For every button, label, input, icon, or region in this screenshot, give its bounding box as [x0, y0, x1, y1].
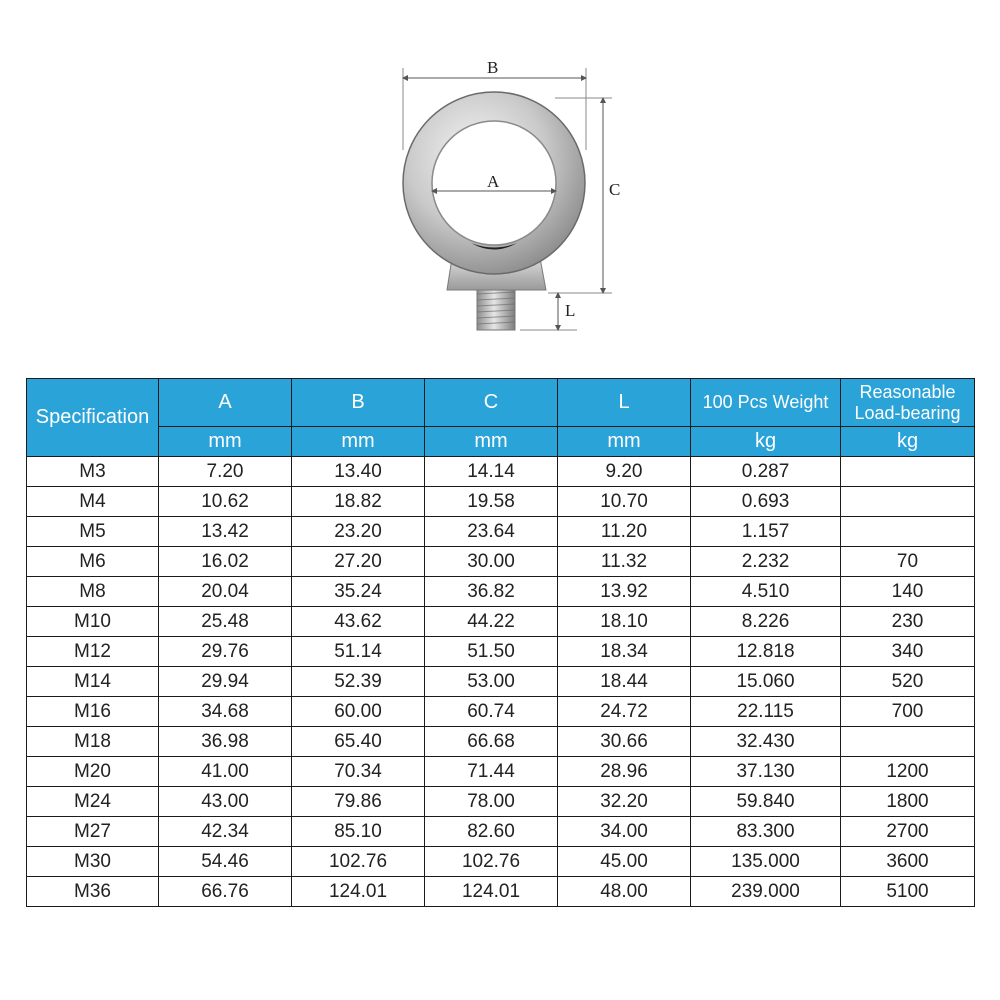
cell-l: 18.44	[558, 667, 691, 697]
cell-weight: 83.300	[691, 817, 841, 847]
unit-l: mm	[558, 427, 691, 457]
eye-bolt-diagram	[0, 0, 1000, 360]
cell-load-bearing	[841, 517, 975, 547]
cell-load-bearing: 340	[841, 637, 975, 667]
cell-weight: 59.840	[691, 787, 841, 817]
cell-c: 14.14	[425, 457, 558, 487]
cell-load-bearing	[841, 487, 975, 517]
header-b: B	[292, 379, 425, 427]
cell-c: 78.00	[425, 787, 558, 817]
cell-c: 44.22	[425, 607, 558, 637]
cell-a: 10.62	[159, 487, 292, 517]
table-row	[27, 847, 975, 877]
cell-weight: 12.818	[691, 637, 841, 667]
cell-a: 13.42	[159, 517, 292, 547]
cell-c: 19.58	[425, 487, 558, 517]
cell-c: 51.50	[425, 637, 558, 667]
unit-c: mm	[425, 427, 558, 457]
table-row	[27, 607, 975, 637]
cell-l: 13.92	[558, 577, 691, 607]
cell-load-bearing: 140	[841, 577, 975, 607]
cell-a: 29.94	[159, 667, 292, 697]
table-row	[27, 487, 975, 517]
cell-load-bearing: 1800	[841, 787, 975, 817]
cell-load-bearing: 5100	[841, 877, 975, 907]
cell-b: 51.14	[292, 637, 425, 667]
cell-l: 18.34	[558, 637, 691, 667]
label-b: B	[487, 58, 499, 77]
cell-weight: 37.130	[691, 757, 841, 787]
cell-weight: 8.226	[691, 607, 841, 637]
table-row	[27, 817, 975, 847]
table-row	[27, 787, 975, 817]
cell-load-bearing	[841, 727, 975, 757]
unit-b: mm	[292, 427, 425, 457]
cell-spec: M18	[27, 727, 159, 757]
cell-load-bearing: 520	[841, 667, 975, 697]
cell-spec: M20	[27, 757, 159, 787]
table-body	[27, 457, 975, 907]
cell-spec: M16	[27, 697, 159, 727]
table-row	[27, 877, 975, 907]
cell-c: 71.44	[425, 757, 558, 787]
cell-weight: 0.287	[691, 457, 841, 487]
cell-weight: 22.115	[691, 697, 841, 727]
cell-a: 16.02	[159, 547, 292, 577]
cell-c: 102.76	[425, 847, 558, 877]
cell-l: 28.96	[558, 757, 691, 787]
cell-b: 52.39	[292, 667, 425, 697]
eye-bolt-drawing	[403, 92, 585, 330]
table-row	[27, 637, 975, 667]
specification-table	[26, 378, 975, 907]
cell-load-bearing: 70	[841, 547, 975, 577]
cell-l: 48.00	[558, 877, 691, 907]
table-row	[27, 697, 975, 727]
cell-load-bearing: 230	[841, 607, 975, 637]
cell-l: 10.70	[558, 487, 691, 517]
cell-l: 45.00	[558, 847, 691, 877]
cell-a: 54.46	[159, 847, 292, 877]
cell-spec: M4	[27, 487, 159, 517]
cell-l: 24.72	[558, 697, 691, 727]
cell-b: 124.01	[292, 877, 425, 907]
cell-load-bearing	[841, 457, 975, 487]
cell-weight: 239.000	[691, 877, 841, 907]
header-weight: 100 Pcs Weight	[691, 379, 841, 427]
cell-c: 82.60	[425, 817, 558, 847]
cell-spec: M10	[27, 607, 159, 637]
table-row	[27, 757, 975, 787]
cell-a: 43.00	[159, 787, 292, 817]
cell-c: 36.82	[425, 577, 558, 607]
cell-b: 35.24	[292, 577, 425, 607]
cell-b: 27.20	[292, 547, 425, 577]
cell-weight: 135.000	[691, 847, 841, 877]
cell-spec: M5	[27, 517, 159, 547]
header-load-bearing: Reasonable Load-bearing	[841, 379, 975, 427]
cell-spec: M14	[27, 667, 159, 697]
cell-b: 79.86	[292, 787, 425, 817]
cell-spec: M8	[27, 577, 159, 607]
label-c: C	[609, 180, 621, 199]
cell-spec: M27	[27, 817, 159, 847]
cell-weight: 15.060	[691, 667, 841, 697]
cell-spec: M36	[27, 877, 159, 907]
unit-a: mm	[159, 427, 292, 457]
cell-b: 70.34	[292, 757, 425, 787]
cell-load-bearing: 3600	[841, 847, 975, 877]
cell-l: 11.20	[558, 517, 691, 547]
cell-l: 9.20	[558, 457, 691, 487]
cell-b: 60.00	[292, 697, 425, 727]
cell-spec: M12	[27, 637, 159, 667]
cell-b: 43.62	[292, 607, 425, 637]
label-l: L	[565, 301, 576, 320]
cell-b: 102.76	[292, 847, 425, 877]
header-specification: Specification	[27, 379, 159, 457]
cell-spec: M24	[27, 787, 159, 817]
cell-weight: 4.510	[691, 577, 841, 607]
cell-a: 36.98	[159, 727, 292, 757]
cell-a: 20.04	[159, 577, 292, 607]
cell-spec: M30	[27, 847, 159, 877]
cell-b: 85.10	[292, 817, 425, 847]
cell-a: 7.20	[159, 457, 292, 487]
cell-l: 18.10	[558, 607, 691, 637]
cell-l: 11.32	[558, 547, 691, 577]
cell-a: 29.76	[159, 637, 292, 667]
table-row	[27, 667, 975, 697]
cell-c: 30.00	[425, 547, 558, 577]
cell-spec: M6	[27, 547, 159, 577]
unit-load-bearing: kg	[841, 427, 975, 457]
cell-c: 60.74	[425, 697, 558, 727]
cell-l: 34.00	[558, 817, 691, 847]
cell-a: 25.48	[159, 607, 292, 637]
cell-c: 23.64	[425, 517, 558, 547]
cell-c: 66.68	[425, 727, 558, 757]
table-row	[27, 577, 975, 607]
cell-weight: 32.430	[691, 727, 841, 757]
cell-a: 34.68	[159, 697, 292, 727]
cell-c: 53.00	[425, 667, 558, 697]
cell-spec: M3	[27, 457, 159, 487]
header-l: L	[558, 379, 691, 427]
cell-l: 32.20	[558, 787, 691, 817]
cell-load-bearing: 1200	[841, 757, 975, 787]
cell-l: 30.66	[558, 727, 691, 757]
dimension-l	[520, 295, 577, 330]
cell-weight: 2.232	[691, 547, 841, 577]
cell-b: 23.20	[292, 517, 425, 547]
cell-b: 18.82	[292, 487, 425, 517]
cell-a: 42.34	[159, 817, 292, 847]
cell-c: 124.01	[425, 877, 558, 907]
table-row	[27, 547, 975, 577]
table-row	[27, 457, 975, 487]
label-a: A	[487, 172, 500, 191]
cell-a: 41.00	[159, 757, 292, 787]
cell-b: 13.40	[292, 457, 425, 487]
cell-weight: 0.693	[691, 487, 841, 517]
cell-weight: 1.157	[691, 517, 841, 547]
cell-a: 66.76	[159, 877, 292, 907]
unit-weight: kg	[691, 427, 841, 457]
cell-b: 65.40	[292, 727, 425, 757]
header-a: A	[159, 379, 292, 427]
table-row	[27, 727, 975, 757]
header-c: C	[425, 379, 558, 427]
table-row	[27, 517, 975, 547]
cell-load-bearing: 700	[841, 697, 975, 727]
cell-load-bearing: 2700	[841, 817, 975, 847]
